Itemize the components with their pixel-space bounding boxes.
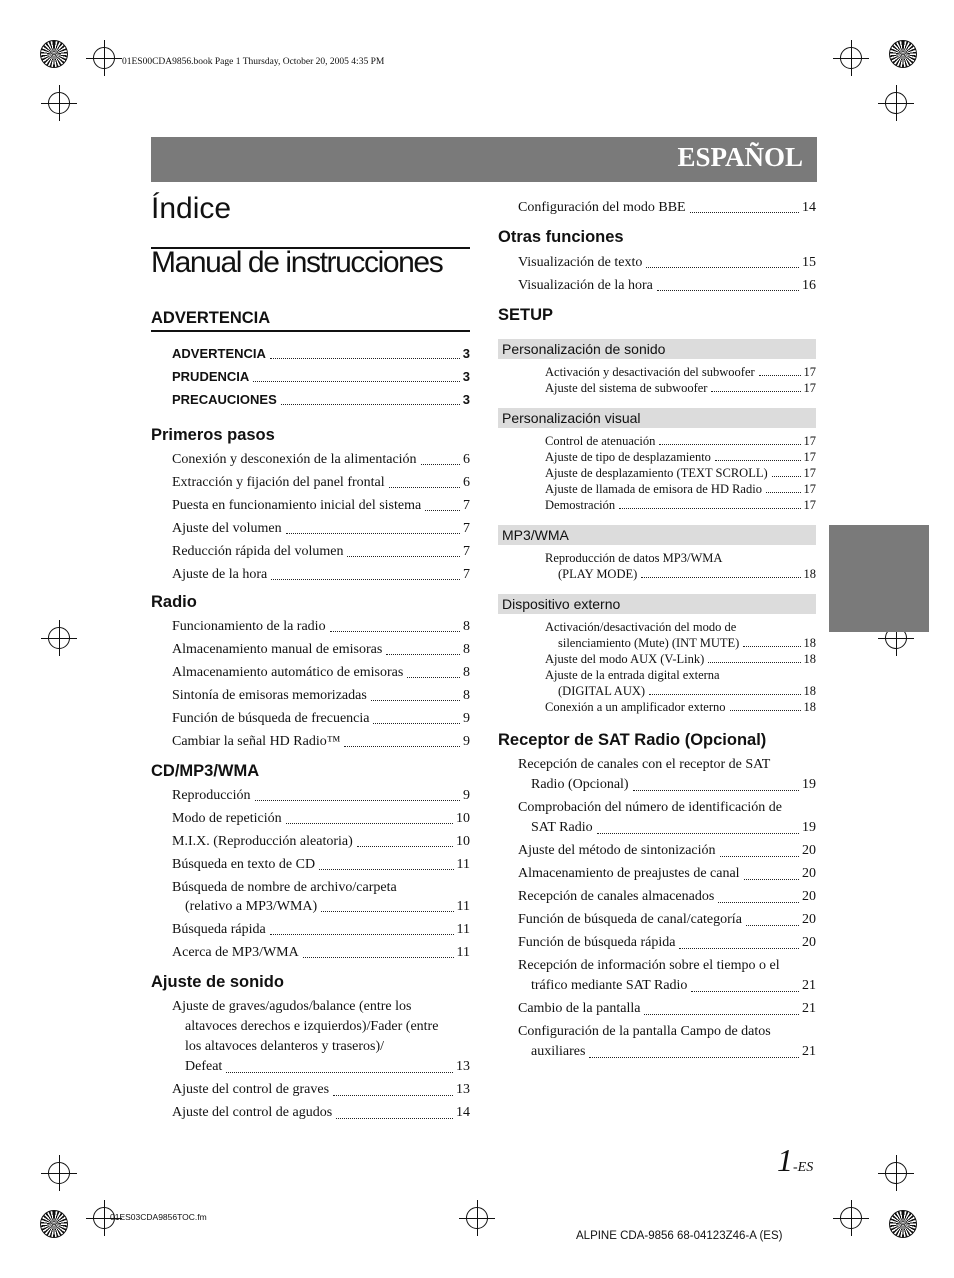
toc-entry[interactable]: Funcionamiento de la radio 8 — [172, 619, 470, 634]
section-heading: SETUP — [498, 306, 554, 324]
crosshair-icon — [885, 1162, 907, 1184]
toc-entry[interactable]: ADVERTENCIA 3 — [172, 346, 470, 361]
crosshair-icon — [840, 47, 862, 69]
toc-entry[interactable]: Configuración del modo BBE 14 — [518, 200, 816, 215]
toc-entry[interactable]: Ajuste del control de agudos 14 — [172, 1105, 470, 1120]
toc-entry[interactable]: Ajuste de graves/agudos/balance (entre los altavoces derechos e izquierdos)/Fader (entre los altavoces delanteros y traseros)/ Defeat 13 — [172, 999, 470, 1074]
toc-entry[interactable]: Búsqueda rápida 11 — [172, 922, 470, 937]
crosshair-icon — [93, 47, 115, 69]
crosshair-icon — [466, 1207, 488, 1229]
subsection-heading: Personalización visual — [498, 408, 816, 428]
toc-entry[interactable]: Visualización de la hora 16 — [518, 278, 816, 293]
print-header: 01ES00CDA9856.book Page 1 Thursday, October 20, 2005 4:35 PM — [122, 57, 385, 67]
toc-entry[interactable]: Acerca de MP3/WMA 11 — [172, 945, 470, 960]
section-heading: Receptor de SAT Radio (Opcional) — [498, 731, 767, 749]
toc-entry[interactable]: Ajuste de la entrada digital externa (DIGITAL AUX) 18 — [545, 668, 816, 698]
toc-entry[interactable]: Reproducción de datos MP3/WMA (PLAY MODE) 18 — [545, 551, 816, 581]
toc-entry[interactable]: Ajuste de desplazamiento (TEXT SCROLL) 17 — [545, 466, 816, 480]
page-number-suffix: -ES — [793, 1160, 814, 1175]
model-line: ALPINE CDA-9856 68-04123Z46-A (ES) — [576, 1230, 783, 1242]
toc-entry[interactable]: Función de búsqueda de canal/categoría 20 — [518, 912, 816, 927]
toc-entry[interactable]: Cambiar la señal HD Radio™ 9 — [172, 734, 470, 749]
section-heading: Ajuste de sonido — [151, 973, 284, 991]
toc-entry[interactable]: Ajuste de la hora 7 — [172, 567, 470, 582]
toc-entry[interactable]: Puesta en funcionamiento inicial del sistema 7 — [172, 498, 470, 513]
toc-entry[interactable]: Control de atenuación 17 — [545, 434, 816, 448]
toc-entry[interactable]: Función de búsqueda de frecuencia 9 — [172, 711, 470, 726]
toc-entry[interactable]: PRUDENCIA 3 — [172, 369, 470, 384]
toc-entry[interactable]: Cambio de la pantalla 21 — [518, 1001, 816, 1016]
crosshair-icon — [885, 92, 907, 114]
subsection-heading: MP3/WMA — [498, 525, 816, 545]
subsection-heading: Dispositivo externo — [498, 594, 816, 614]
toc-entry[interactable]: Búsqueda en texto de CD 11 — [172, 857, 470, 872]
toc-entry[interactable]: Reducción rápida del volumen 7 — [172, 544, 470, 559]
toc-entry[interactable]: Demostración 17 — [545, 498, 816, 512]
registration-star-icon — [40, 40, 68, 68]
toc-entry[interactable]: Conexión y desconexión de la alimentación 6 — [172, 452, 470, 467]
toc-entry[interactable]: Recepción de canales almacenados 20 — [518, 889, 816, 904]
toc-entry[interactable]: Ajuste del sistema de subwoofer 17 — [545, 381, 816, 395]
toc-entry[interactable]: Sintonía de emisoras memorizadas 8 — [172, 688, 470, 703]
toc-entry[interactable]: Modo de repetición 10 — [172, 811, 470, 826]
toc-entry[interactable]: Almacenamiento manual de emisoras 8 — [172, 642, 470, 657]
toc-entry[interactable]: Ajuste de llamada de emisora de HD Radio 17 — [545, 482, 816, 496]
toc-entry[interactable]: Ajuste del volumen 7 — [172, 521, 470, 536]
toc-entry[interactable]: Recepción de información sobre el tiempo o el tráfico mediante SAT Radio 21 — [518, 958, 816, 993]
toc-entry[interactable]: Conexión a un amplificador externo 18 — [545, 700, 816, 714]
toc-entry[interactable]: Función de búsqueda rápida 20 — [518, 935, 816, 950]
toc-entry[interactable]: Reproducción 9 — [172, 788, 470, 803]
toc-entry[interactable]: Extracción y fijación del panel frontal 6 — [172, 475, 470, 490]
toc-entry[interactable]: PRECAUCIONES 3 — [172, 392, 470, 407]
toc-entry[interactable]: Ajuste de tipo de desplazamiento 17 — [545, 450, 816, 464]
toc-entry[interactable]: Activación/desactivación del modo de silenciamiento (Mute) (INT MUTE) 18 — [545, 620, 816, 650]
left-column — [151, 309, 470, 1123]
section-heading: Primeros pasos — [151, 426, 275, 444]
toc-entry[interactable]: M.I.X. (Reproducción aleatoria) 10 — [172, 834, 470, 849]
toc-entry[interactable]: Almacenamiento automático de emisoras 8 — [172, 665, 470, 680]
language-band — [151, 137, 817, 182]
toc-entry[interactable]: Ajuste del control de graves 13 — [172, 1082, 470, 1097]
registration-star-icon — [889, 40, 917, 68]
toc-entry[interactable]: Activación y desactivación del subwoofer 17 — [545, 365, 816, 379]
crosshair-icon — [48, 92, 70, 114]
section-heading: ADVERTENCIA — [151, 309, 470, 332]
toc-entry[interactable]: Ajuste del modo AUX (V-Link) 18 — [545, 652, 816, 666]
toc-entry[interactable]: Recepción de canales con el receptor de SAT Radio (Opcional) 19 — [518, 757, 816, 792]
crosshair-icon — [48, 1162, 70, 1184]
registration-star-icon — [40, 1210, 68, 1238]
toc-entry[interactable]: Configuración de la pantalla Campo de datos auxiliares 21 — [518, 1024, 816, 1059]
crosshair-icon — [48, 627, 70, 649]
toc-entry[interactable]: Visualización de texto 15 — [518, 255, 816, 270]
page-subtitle: Manual de instrucciones — [151, 246, 443, 279]
right-column — [498, 198, 816, 1062]
registration-star-icon — [889, 1210, 917, 1238]
page-title: Índice — [151, 192, 232, 225]
page-number-value: 1 — [777, 1142, 793, 1178]
section-heading: Radio — [151, 593, 197, 611]
subsection-heading: Personalización de sonido — [498, 339, 816, 359]
side-tab — [829, 525, 929, 632]
print-footer: 01ES03CDA9856TOC.fm — [110, 1212, 207, 1222]
page-number — [777, 1142, 813, 1179]
toc-entry[interactable]: Comprobación del número de identificación de SAT Radio 19 — [518, 800, 816, 835]
toc-entry[interactable]: Búsqueda de nombre de archivo/carpeta (relativo a MP3/WMA) 11 — [172, 880, 470, 914]
toc-entry[interactable]: Almacenamiento de preajustes de canal 20 — [518, 866, 816, 881]
section-heading: CD/MP3/WMA — [151, 762, 260, 780]
language-label: ESPAÑOL — [677, 142, 803, 172]
section-heading: Otras funciones — [498, 228, 624, 246]
crosshair-icon — [840, 1207, 862, 1229]
toc-entry[interactable]: Ajuste del método de sintonización 20 — [518, 843, 816, 858]
